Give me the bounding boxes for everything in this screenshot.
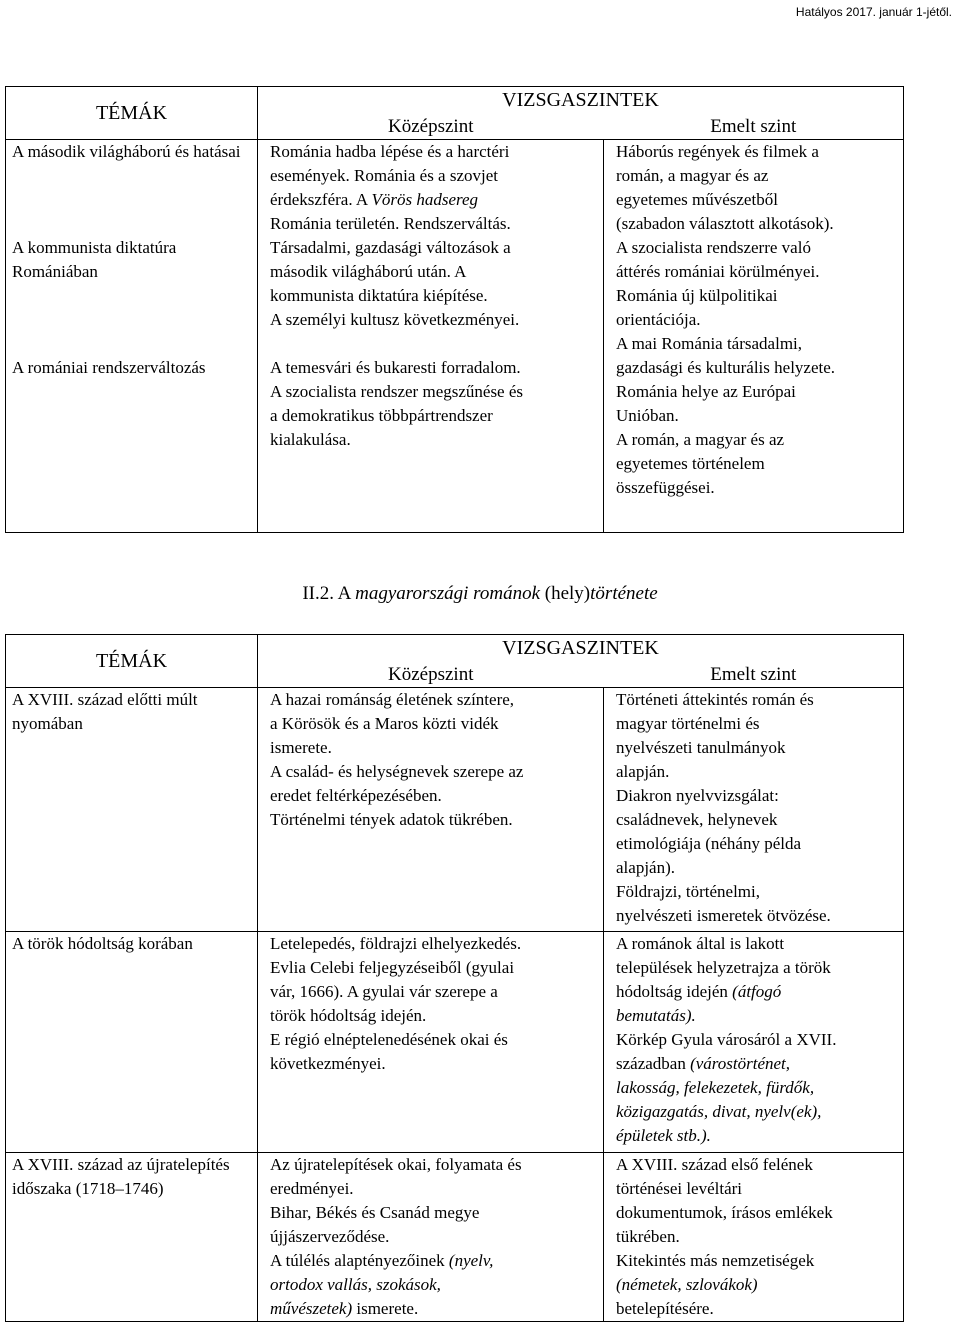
text-line: A személyi kultusz következményei.	[270, 310, 520, 329]
text-line: alapján.	[616, 762, 670, 781]
text-line	[270, 1297, 599, 1321]
text-line: eredet feltérképezésében.	[270, 786, 442, 805]
text-line: második világháború után. A	[270, 262, 467, 281]
text-span: hódoltság idején	[616, 982, 733, 1001]
kozepszint-cell	[258, 932, 604, 1153]
vizsgaszintek-header: VIZSGASZINTEK	[258, 635, 904, 663]
text-line: áttérés romániai körülményei.	[616, 262, 820, 281]
emelt-szint-cell	[604, 140, 904, 533]
text-line: kialakulása.	[270, 430, 351, 449]
text-line	[270, 1249, 599, 1273]
text-line: Társadalmi, gazdasági változások a	[270, 238, 511, 257]
kozepszint-cell	[258, 1153, 604, 1322]
text-line: Történeti áttekintés román és	[616, 690, 814, 709]
section-title-part: (hely)	[540, 583, 591, 604]
topic-item: A romániai rendszerváltozás	[12, 358, 206, 377]
text-line: Bihar, Békés és Csanád megye	[270, 1203, 480, 1222]
text-span-italic: Vörös hadsereg	[371, 190, 479, 209]
text-line: összefüggései.	[616, 478, 715, 497]
table-romania-topics	[5, 86, 904, 533]
text-line: Körkép Gyula városáról a XVII.	[616, 1030, 837, 1049]
text-line: egyetemes történelem	[616, 454, 765, 473]
text-line: ortodox vallás, szokások,	[270, 1275, 441, 1294]
text-line: vár, 1666). A gyulai vár szerepe a	[270, 982, 498, 1001]
text-line: E régió elnéptelenedésének okai és	[270, 1030, 508, 1049]
text-line: román, a magyar és az	[616, 166, 769, 185]
text-line: Diakron nyelvvizsgálat:	[616, 786, 779, 805]
text-span-italic: művészetek)	[270, 1299, 353, 1318]
text-line: dokumentumok, írásos emlékek	[616, 1203, 833, 1222]
temak-header: TÉMÁK	[6, 87, 258, 140]
section-title-italic: magyarországi románok	[355, 583, 541, 604]
text-line: A mai Románia társadalmi,	[616, 334, 803, 353]
text-line: Románia hadba lépése és a harctéri	[270, 142, 510, 161]
topic-item: A második világháború és hatásai	[12, 142, 241, 161]
text-line: Háborús regények és filmek a	[616, 142, 819, 161]
text-line: gazdasági és kulturális helyzete.	[616, 358, 836, 377]
text-line: (németek, szlovákok)	[616, 1275, 758, 1294]
section-title-italic: története	[590, 583, 658, 604]
vizsgaszintek-header: VIZSGASZINTEK	[258, 87, 904, 115]
text-span: A túlélés alaptényezőinek	[270, 1251, 449, 1270]
text-span-italic: (nyelv,	[448, 1251, 494, 1270]
text-span: érdekszféra. A	[270, 190, 372, 209]
text-line	[616, 980, 899, 1004]
table-hungarian-romanians	[5, 634, 904, 1322]
text-span: ismerete.	[352, 1299, 419, 1318]
text-line: települések helyzetrajza a török	[616, 958, 831, 977]
kozepszint-header: Középszint	[258, 115, 604, 140]
text-line: A szocialista rendszerre való	[616, 238, 811, 257]
text-line: nyelvészeti tanulmányok	[616, 738, 786, 757]
text-line: etimológiája (néhány példa	[616, 834, 802, 853]
text-line: Kitekintés más nemzetiségek	[616, 1251, 815, 1270]
topic-cell	[6, 932, 258, 1153]
kozepszint-cell	[258, 688, 604, 932]
text-line: A család- és helységnevek szerepe az	[270, 762, 524, 781]
text-line: Románia helye az Európai	[616, 382, 796, 401]
text-line: újjászerveződése.	[270, 1227, 390, 1246]
text-line: orientációja.	[616, 310, 701, 329]
text-line: tükrében.	[616, 1227, 680, 1246]
text-line: magyar történelmi és	[616, 714, 760, 733]
text-line: eredményei.	[270, 1179, 354, 1198]
text-line	[270, 188, 599, 212]
emelt-szint-header: Emelt szint	[604, 115, 904, 140]
effective-date: Hatályos 2017. január 1-jétől.	[795, 5, 952, 19]
text-span: században	[616, 1054, 691, 1073]
temak-header: TÉMÁK	[6, 635, 258, 688]
text-line: A román, a magyar és az	[616, 430, 785, 449]
text-line: ismerete.	[270, 738, 332, 757]
emelt-szint-cell	[604, 688, 904, 932]
emelt-szint-cell	[604, 932, 904, 1153]
text-line: A XVIII. század első felének	[616, 1155, 813, 1174]
text-line: kommunista diktatúra kiépítése.	[270, 286, 488, 305]
text-line: betelepítésére.	[616, 1299, 714, 1318]
text-line: Evlia Celebi feljegyzéseiből (gyulai	[270, 958, 515, 977]
text-line: A románok által is lakott	[616, 934, 785, 953]
text-line: következményei.	[270, 1054, 386, 1073]
text-line: történései levéltári	[616, 1179, 743, 1198]
text-line: Földrajzi, történelmi,	[616, 882, 760, 901]
topic-item: A török hódoltság korában	[12, 934, 193, 953]
text-line: események. Románia és a szovjet	[270, 166, 499, 185]
topics-cell	[6, 140, 258, 533]
topic-item: A XVIII. század előtti múlt nyomában	[12, 690, 198, 733]
topic-item: A kommunista diktatúra Romániában	[12, 238, 177, 281]
topic-cell	[6, 1153, 258, 1322]
kozepszint-cell	[258, 140, 604, 533]
text-span-italic: (átfogó	[732, 982, 782, 1001]
text-line: (szabadon választott alkotások).	[616, 214, 834, 233]
text-line: Románia területén. Rendszerváltás.	[270, 214, 511, 233]
text-line: a Körösök és a Maros közti vidék	[270, 714, 499, 733]
text-line: Történelmi tények adatok tükrében.	[270, 810, 513, 829]
text-line: Románia új külpolitikai	[616, 286, 778, 305]
text-line: egyetemes művészetből	[616, 190, 778, 209]
text-line: bemutatás).	[616, 1006, 696, 1025]
text-line: közigazgatás, divat, nyelv(ek),	[616, 1102, 822, 1121]
text-line: Unióban.	[616, 406, 679, 425]
text-line: alapján).	[616, 858, 675, 877]
text-line: családnevek, helynevek	[616, 810, 778, 829]
text-line: török hódoltság idején.	[270, 1006, 427, 1025]
text-line: lakosság, felekezetek, fürdők,	[616, 1078, 815, 1097]
text-line: Az újratelepítések okai, folyamata és	[270, 1155, 522, 1174]
emelt-szint-cell	[604, 1153, 904, 1322]
section-title-part: II.2. A	[302, 583, 356, 604]
text-line	[616, 1052, 899, 1076]
text-line: a demokratikus többpártrendszer	[270, 406, 493, 425]
text-line: Letelepedés, földrajzi elhelyezkedés.	[270, 934, 522, 953]
topic-cell	[6, 688, 258, 932]
topic-item: A XVIII. század az újratelepítés időszaka (1718–1746)	[12, 1155, 230, 1198]
text-span-italic: (várostörténet,	[690, 1054, 791, 1073]
text-line: A hazai románság életének színtere,	[270, 690, 515, 709]
text-line: A temesvári és bukaresti forradalom.	[270, 358, 521, 377]
emelt-szint-header: Emelt szint	[604, 663, 904, 688]
section-title	[0, 583, 960, 605]
text-line: épületek stb.).	[616, 1126, 711, 1145]
text-line: A szocialista rendszer megszűnése és	[270, 382, 524, 401]
kozepszint-header: Középszint	[258, 663, 604, 688]
text-line: nyelvészeti ismeretek ötvözése.	[616, 906, 831, 925]
